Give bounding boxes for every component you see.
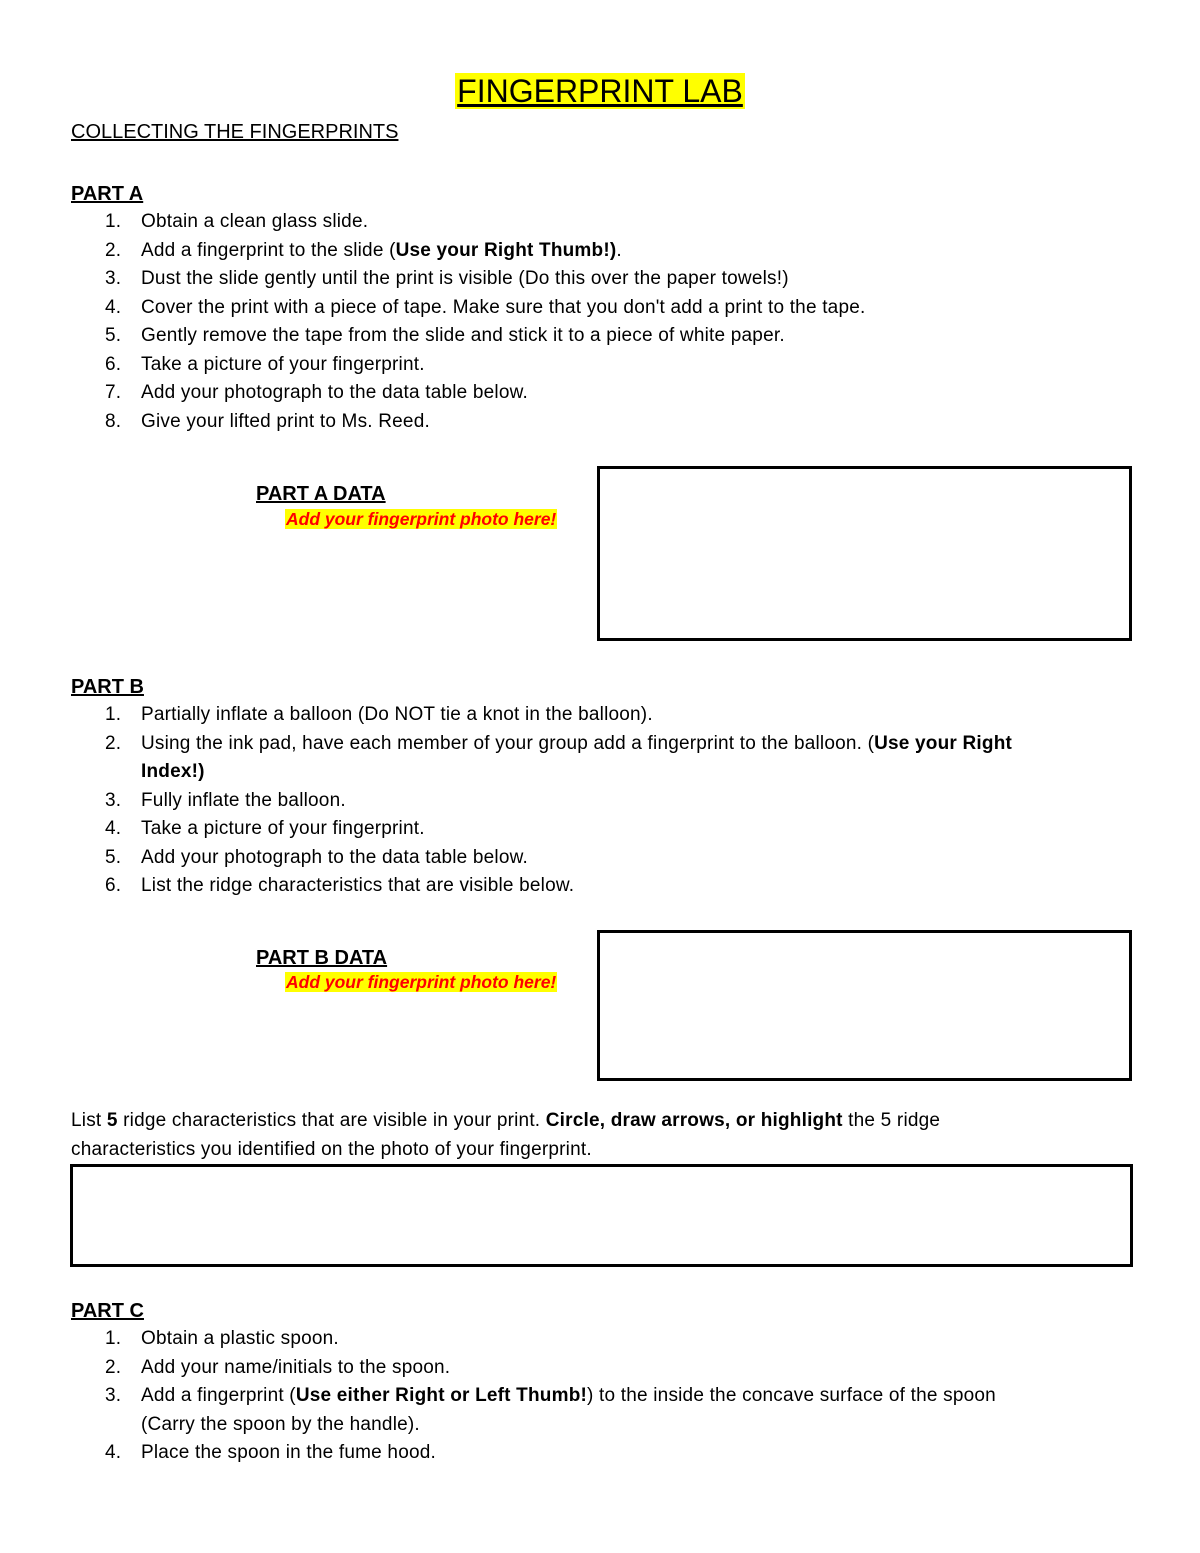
part-b-photo-note: Add your fingerprint photo here!: [286, 972, 557, 992]
list-item: 2. Add your name/initials to the spoon.: [105, 1356, 451, 1378]
part-b-heading: PART B: [71, 676, 144, 698]
ridge-instructions: List 5 ridge characteristics that are visible in your print. Circle, draw arrows, or highlight the 5 ridge characteristics you identified on the photo of your fingerprint.: [71, 1110, 941, 1160]
page-title: [0, 72, 1200, 110]
section-subtitle: COLLECTING THE FINGERPRINTS: [71, 121, 399, 143]
list-item: 6. List the ridge characteristics that are visible below.: [105, 875, 575, 896]
part-a-steps: [71, 208, 1151, 436]
part-b-data-label: PART B DATA: [256, 947, 388, 969]
page-title-text: FINGERPRINT LAB: [457, 73, 743, 109]
list-item: 5. Add your photograph to the data table below.: [105, 846, 528, 868]
list-item: 3. Add a fingerprint (Use either Right or Left Thumb!) to the inside the concave surface of the spoon (Carry the spoon by the handle).: [105, 1385, 996, 1435]
list-item: 2. Using the ink pad, have each member of your group add a fingerprint to the balloon. (Use your Right Index!): [105, 732, 1013, 782]
list-item: 7. Add your photograph to the data table below.: [105, 382, 528, 403]
list-item: 1. Obtain a clean glass slide.: [105, 211, 369, 232]
part-a-heading: PART A: [71, 183, 144, 205]
list-item: 4. Take a picture of your fingerprint.: [105, 818, 425, 839]
part-a-photo-box[interactable]: [597, 466, 1132, 641]
part-b-photo-box[interactable]: [597, 930, 1132, 1081]
list-item: 2. Add a fingerprint to the slide (Use your Right Thumb!).: [105, 239, 622, 261]
list-item: 5. Gently remove the tape from the slide and stick it to a piece of white paper.: [105, 325, 785, 346]
list-item: 1. Obtain a plastic spoon.: [105, 1328, 339, 1349]
list-item: 1. Partially inflate a balloon (Do NOT tie a knot in the balloon).: [105, 704, 653, 725]
ridge-answer-box[interactable]: [70, 1164, 1133, 1267]
list-item: 4. Place the spoon in the fume hood.: [105, 1442, 436, 1463]
part-a-photo-note: Add your fingerprint photo here!: [286, 509, 557, 529]
part-c-steps: [71, 1325, 1151, 1468]
part-b-steps: [71, 701, 1151, 901]
list-item: 8. Give your lifted print to Ms. Reed.: [105, 410, 430, 432]
list-item: 3. Dust the slide gently until the print is visible (Do this over the paper towels!): [105, 268, 789, 289]
list-item: 4. Cover the print with a piece of tape. Make sure that you don't add a print to the tape.: [105, 296, 866, 318]
part-a-data-label: PART A DATA: [256, 483, 386, 505]
part-c-heading: PART C: [71, 1300, 144, 1322]
list-item: 6. Take a picture of your fingerprint.: [105, 353, 425, 375]
list-item: 3. Fully inflate the balloon.: [105, 789, 346, 811]
